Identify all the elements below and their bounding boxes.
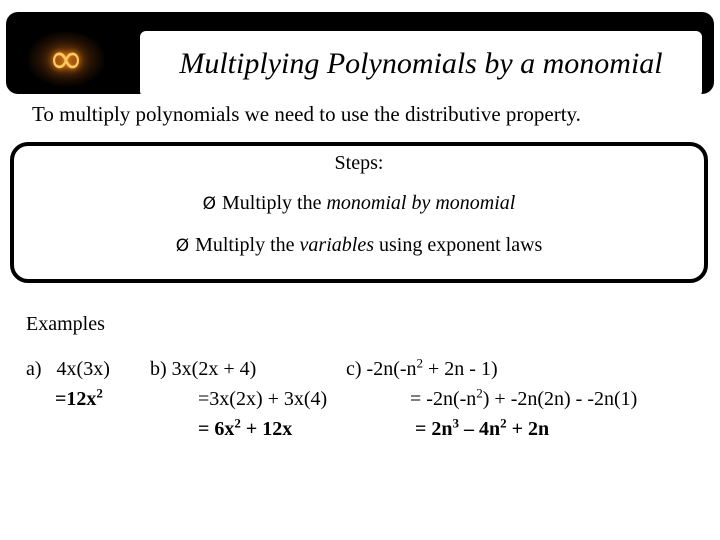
- infinity-logo-icon: [28, 32, 104, 86]
- step-1: [14, 192, 704, 215]
- infinity-glyph: ∞: [48, 34, 84, 83]
- steps-box: [10, 142, 708, 283]
- example-c-answer: = $2n^3 - 4n^2 + 2n$: [415, 415, 550, 440]
- example-b-step: =3x(2x) + 3x(4): [198, 388, 328, 410]
- steps-heading: Steps:: [334, 152, 384, 174]
- title-box: [140, 31, 702, 97]
- example-b-answer: = $6x^2 + 12x$: [198, 415, 293, 440]
- step-2: [14, 234, 704, 257]
- examples-label: Examples: [26, 313, 105, 335]
- example-b-problem: b) 3x(2x + 4): [150, 358, 257, 380]
- arrow-bullet-icon: Ø: [175, 236, 190, 256]
- intro-text: To multiply polynomials we need to use the distributive property.: [32, 102, 581, 126]
- example-a-problem: a) 4x(3x): [26, 358, 110, 380]
- step-2-post: using exponent laws: [373, 234, 543, 256]
- step-2-pre: Multiply the: [195, 234, 300, 256]
- title-bar: [6, 12, 714, 94]
- example-c-step: = $-2n(-n^2) + -2n(2n) - -2n(1)$: [410, 385, 638, 410]
- slide-title: Multiplying Polynomials by a monomial: [179, 47, 663, 80]
- example-c-problem: c) $-2n(-n^2 + 2n - 1)$: [346, 355, 498, 380]
- example-a-answer: $=12x^2$: [55, 385, 103, 410]
- arrow-bullet-icon: Ø: [202, 194, 217, 214]
- step-1-emph: monomial by monomial: [326, 192, 516, 214]
- step-1-pre: Multiply the: [222, 192, 327, 214]
- step-2-emph: variables: [299, 234, 374, 256]
